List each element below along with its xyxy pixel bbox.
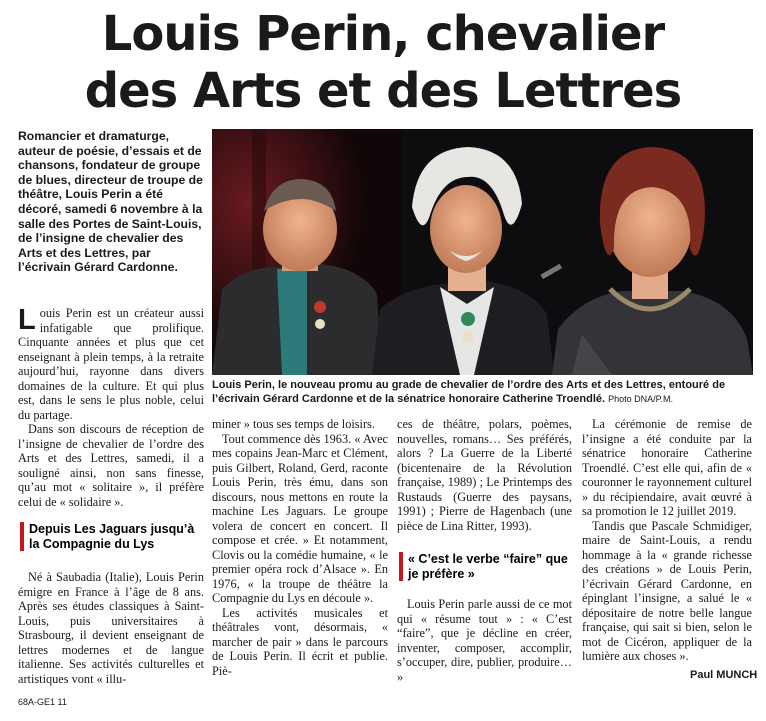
photo-caption <box>212 378 752 407</box>
lead-paragraph: Romancier et dramaturge, auteur de poésie, d’essais et de chansons, fondateur de groupe de blues, directeur de troupe de théâtre, Louis Perin a été décoré, samedi 6 novembre à la salle des Portes de Saint-Louis, de l’insigne de chevalier des Arts et des Lettres, par l’écrivain Gérard Cardonne. <box>18 129 203 275</box>
article-column-1 <box>18 306 204 509</box>
news-photo <box>212 129 753 375</box>
paragraph: Né à Saubadia (Italie), Louis Perin émigre en France à l’âge de 8 ans. Après ses études classiques à Saint-Louis, puis universitaires à Strasbourg, il devient enseignant de lettres modernes et de langue italienne. Ses activités culturelles et artistiques vont « illu- <box>18 570 204 686</box>
paragraph: ouis Perin est un créateur aussi infatigable que prolifique. Cinquante années et plus que cet enseignant à plein temps, à la retraite aujourd’hui, rayonne dans divers domaines de la culture. Et qui plus est, dans le sens le plus noble, celui du partage. <box>18 306 204 422</box>
caption-text: Louis Perin, le nouveau promu au grade de chevalier de l’ordre des Arts et des Lettres, entouré de l’écrivain Gérard Cardonne et de la sénatrice honoraire Catherine Troendlé. <box>212 379 726 406</box>
photo-credit: Photo DNA/P.M. <box>608 394 674 405</box>
article-column-4 <box>582 417 752 664</box>
paragraph: Louis Perin parle aussi de ce mot qui « résume tout » : « C’est “faire”, que je décline en créer, inventer, composer, accomplir, s’occuper, dire, publier, produire… » <box>397 597 572 684</box>
paragraph: Tandis que Pascale Schmidiger, maire de Saint-Louis, a rendu hommage à la « grande richesse des créations » de Louis Perin, l’écrivain Gérard Cardonne, en épinglant l’insigne, a salué le « dépositaire de notre belle langue française, qui sait si bien, selon le mot de Cicéron, appliquer de la lumière aux choses ». <box>582 518 752 663</box>
subheading-verbe-faire: « C’est le verbe “faire” que je préfère » <box>399 552 571 581</box>
paragraph: Dans son discours de réception de l’insigne de chevalier de l’ordre des Arts et des Lettres, samedi, il a souligné ainsi, non sans finesse, qu’au mot « solitaire », il préfère celui de « solidaire ». <box>18 422 204 509</box>
paragraph: ces de théâtre, polars, poèmes, nouvelles, romans… Ses préférés, alors ? La Guerre de la Liberté (bicentenaire de la Révolution française, 1989) ; Le Printemps des Rustauds (Guerre des paysans, 1991) ; Pierre de Hagenbach (une pièce de Lina Ritter, 1993). <box>397 417 572 533</box>
paragraph: Tout commence dès 1963. « Avec mes copains Jean-Marc et Clément, puis Gilbert, Roland, Gerd, raconte Louis Perin, très ému, dans son discours, nous mettons en route la machine Les Jaguars. Le groupe volera de concert en concert. Il compose et crée. » Et notamment, Clovis ou la comédie humaine, « le premier opéra rock d’Alsace ». En 1976, « la troupe de théâtre la Compagnie du Lys en découle ». <box>212 431 388 605</box>
author-byline: Paul MUNCH <box>690 669 758 681</box>
paragraph: miner » tous ses temps de loisirs. <box>212 417 375 431</box>
article-column-3-continued <box>397 597 572 684</box>
paragraph: Les activités musicales et théâtrales vont, désormais, « marcher de pair » dans le parcours de Louis Perin. Il écrit et publie. Piè- <box>212 605 388 678</box>
article-column-1-continued <box>18 570 204 686</box>
headline-line-1: Louis Perin, chevalier <box>101 6 665 62</box>
article-column-3 <box>397 417 572 533</box>
paragraph: La cérémonie de remise de l’insigne a été conduite par la sénatrice honoraire Catherine Troendlé. C’est elle qui, afin de « couronner le rayonnement culturel » du récipiendaire, avait œuvré à sa promotion le 12 juillet 2019. <box>582 417 752 518</box>
drop-cap: L <box>18 304 36 336</box>
article-column-2 <box>212 417 388 678</box>
subheading-jaguars: Depuis Les Jaguars jusqu’à la Compagnie du Lys <box>20 522 205 551</box>
headline-line-2: des Arts et des Lettres <box>84 63 682 119</box>
page-folio: 68A-GE1 11 <box>18 697 67 707</box>
